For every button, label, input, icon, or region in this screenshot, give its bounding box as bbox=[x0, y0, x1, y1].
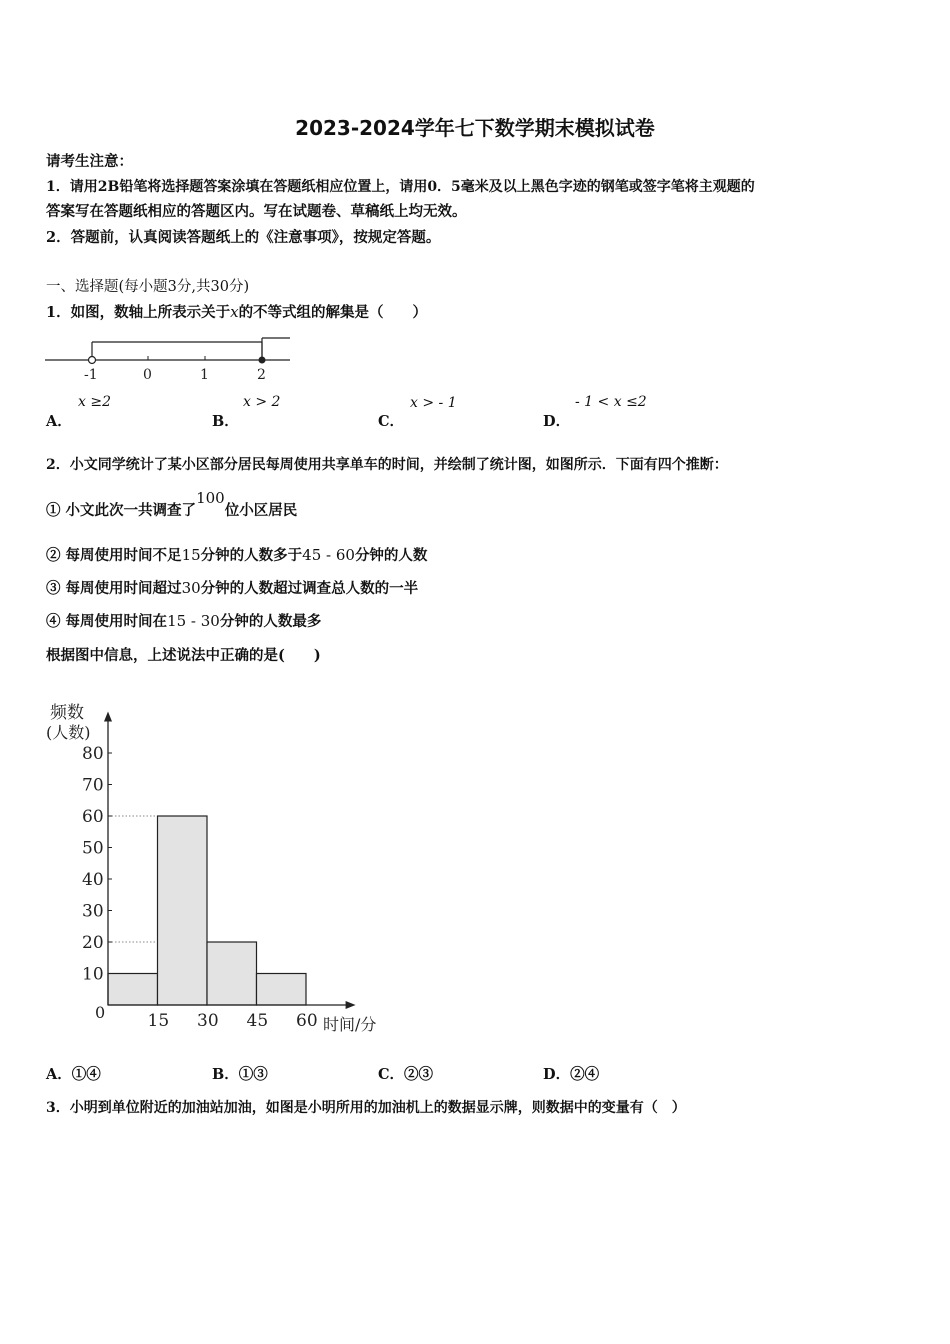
notice-heading: 请考生注意： bbox=[46, 153, 133, 170]
q1-stem-var: x bbox=[230, 303, 239, 321]
closed-dot bbox=[259, 357, 266, 364]
q1-option-c-label: C． bbox=[378, 413, 405, 430]
number-line-figure bbox=[40, 330, 300, 385]
q2-s2-num1: 15 bbox=[181, 546, 201, 564]
q1-option-d-label: D． bbox=[543, 413, 571, 430]
q2-option-d-label: D． bbox=[543, 1066, 571, 1083]
q2-question: 根据图中信息，上述说法中正确的是( ) bbox=[46, 647, 321, 664]
q1-option-a-math: x ≥2 bbox=[78, 394, 111, 410]
origin-label: 0 bbox=[95, 1003, 106, 1022]
histogram-bar-1 bbox=[108, 974, 158, 1006]
q2-option-d-text: ②④ bbox=[570, 1066, 600, 1083]
q1-option-c[interactable] bbox=[378, 410, 404, 431]
histogram-chart bbox=[40, 690, 400, 1040]
tick-label-1: 1 bbox=[200, 367, 209, 383]
q2-option-a-text: ①④ bbox=[71, 1066, 101, 1083]
q1-option-b[interactable] bbox=[212, 410, 239, 431]
q2-s2-text-b: 分钟的人数多于 bbox=[200, 547, 303, 564]
q2-statement-3 bbox=[46, 578, 418, 599]
y-tick-label-30: 30 bbox=[82, 901, 104, 922]
tick-label-0: 0 bbox=[143, 367, 152, 383]
y-tick-label-70: 70 bbox=[82, 775, 104, 796]
q2-s1-text-a: ① 小文此次一共调查了 bbox=[46, 502, 197, 519]
q1-stem-a: 1．如图，数轴上所表示关于 bbox=[46, 304, 231, 321]
notice-line-3: 2．答题前，认真阅读答题纸上的《注意事项》，按规定答题。 bbox=[46, 229, 441, 246]
histogram-bar-4 bbox=[257, 974, 307, 1006]
q1-stem bbox=[46, 302, 427, 323]
y-axis-arrow bbox=[104, 712, 112, 722]
q2-option-b-text: ①③ bbox=[238, 1066, 268, 1083]
x-tick-label-30: 30 bbox=[197, 1011, 219, 1031]
q2-s1-number: 100 bbox=[196, 489, 225, 507]
q2-statement-1 bbox=[46, 489, 298, 521]
q2-option-a-label: A． bbox=[46, 1066, 72, 1083]
y-tick-label-80: 80 bbox=[82, 744, 104, 764]
q2-option-b[interactable] bbox=[212, 1063, 268, 1084]
tick-label-neg1: -1 bbox=[84, 367, 98, 383]
histogram-bar-3 bbox=[207, 942, 257, 1005]
q2-s2-num2: 45 - 60 bbox=[302, 546, 355, 564]
y-axis-label-line1: 频数 bbox=[50, 703, 84, 723]
q2-option-b-label: B． bbox=[212, 1066, 239, 1083]
q1-option-b-label: B． bbox=[212, 413, 239, 430]
q2-option-c[interactable] bbox=[378, 1063, 433, 1084]
q2-s2-text-a: ② 每周使用时间不足 bbox=[46, 547, 182, 564]
notice-line-2: 答案写在答题纸相应的答题区内。写在试题卷、草稿纸上均无效。 bbox=[46, 203, 467, 220]
x-tick-label-60: 60 bbox=[296, 1011, 318, 1031]
q2-option-d[interactable] bbox=[543, 1063, 599, 1084]
q2-s3-text-b: 分钟的人数超过调查总人数的一半 bbox=[200, 580, 419, 597]
q2-option-c-label: C． bbox=[378, 1066, 405, 1083]
q2-s1-text-b: 位小区居民 bbox=[224, 502, 298, 519]
q1-option-d-math: - 1 < x ≤2 bbox=[575, 394, 647, 410]
page-title: 2023-2024学年七下数学期末模拟试卷 bbox=[295, 116, 655, 140]
y-axis-label-line2: (人数) bbox=[46, 723, 91, 742]
y-tick-label-40: 40 bbox=[82, 870, 104, 890]
notice-line-1: 1．请用2B铅笔将选择题答案涂填在答题纸相应位置上，请用0．5毫米及以上黑色字迹的钢笔或签字笔将主观题的 bbox=[46, 179, 755, 195]
q1-stem-b: 的不等式组的解集是（ ） bbox=[238, 304, 428, 321]
q2-s4-text-a: ④ 每周使用时间在 bbox=[46, 613, 168, 630]
q2-s3-text-a: ③ 每周使用时间超过 bbox=[46, 580, 182, 597]
q3-stem: 3．小明到单位附近的加油站加油，如图是小明所用的加油机上的数据显示牌，则数据中的变量有（ ） bbox=[46, 1100, 686, 1116]
q1-option-b-math: x > 2 bbox=[243, 394, 281, 410]
q1-option-c-math: x > - 1 bbox=[410, 395, 457, 411]
q1-option-d[interactable] bbox=[543, 410, 570, 431]
x-tick-label-45: 45 bbox=[246, 1011, 269, 1031]
y-tick-label-20: 20 bbox=[82, 933, 104, 953]
q1-option-a-label: A． bbox=[46, 413, 72, 430]
section-heading: 一、选择题(每小题3分,共30分) bbox=[46, 279, 250, 295]
q2-option-a[interactable] bbox=[46, 1063, 101, 1084]
y-tick-label-60: 60 bbox=[82, 807, 104, 827]
q2-statement-2 bbox=[46, 545, 427, 566]
x-tick-label-15: 15 bbox=[147, 1011, 170, 1031]
histogram-bar-2 bbox=[158, 816, 208, 1005]
q2-s3-num: 30 bbox=[181, 579, 201, 597]
q2-stem: 2．小文同学统计了某小区部分居民每周使用共享单车的时间，并绘制了统计图，如图所示．下面有四个推断： bbox=[46, 457, 728, 473]
y-tick-label-10: 10 bbox=[82, 964, 104, 985]
tick-label-2: 2 bbox=[257, 367, 266, 383]
q2-statement-4 bbox=[46, 611, 321, 632]
open-dot bbox=[89, 357, 96, 364]
q2-s4-num: 15 - 30 bbox=[167, 612, 220, 630]
y-tick-label-50: 50 bbox=[82, 838, 104, 859]
x-axis-arrow bbox=[346, 1001, 356, 1009]
x-axis-label: 时间/分 bbox=[323, 1015, 377, 1034]
q1-option-a[interactable] bbox=[46, 410, 72, 431]
q2-s4-text-b: 分钟的人数最多 bbox=[219, 613, 322, 630]
q2-s2-text-c: 分钟的人数 bbox=[354, 547, 428, 564]
q2-option-c-text: ②③ bbox=[404, 1066, 434, 1083]
